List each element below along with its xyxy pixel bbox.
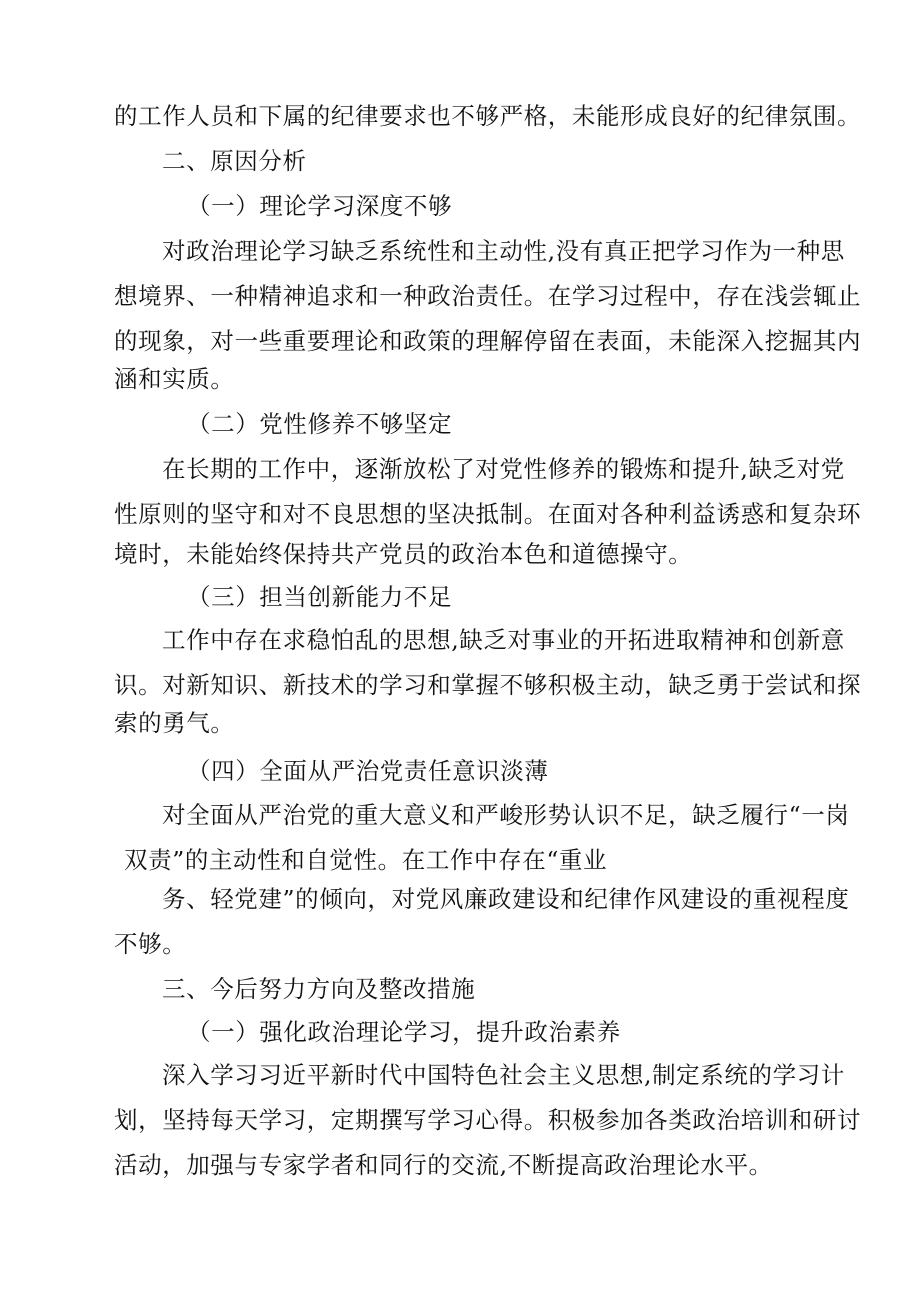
subsection-heading: （四）全面从严治党责任意识淡薄 bbox=[187, 757, 549, 785]
paragraph-line: 索的勇气。 bbox=[114, 709, 235, 737]
paragraph-line: 境时，未能始终保持共产党员的政治本色和道德操守。 bbox=[114, 540, 693, 568]
section-heading: 三、今后努力方向及整改措施 bbox=[162, 975, 476, 1003]
paragraph-line: 对政治理论学习缺乏系统性和主动性,没有真正把学习作为一种思 bbox=[162, 237, 845, 265]
paragraph-line: 想境界、一种精神追求和一种政治责任。在学习过程中，存在浅尝辄止 bbox=[114, 282, 862, 310]
paragraph-line: 对全面从严治党的重大意义和严峻形势认识不足，缺乏履行“一岗 bbox=[162, 801, 850, 829]
paragraph-line: 双责”的主动性和自觉性。在工作中存在“重业 bbox=[124, 846, 608, 874]
paragraph-line: 识。对新知识、新技术的学习和掌握不够积极主动，缺乏勇于尝试和探 bbox=[114, 671, 862, 699]
paragraph-line: 在长期的工作中，逐渐放松了对党性修养的锻炼和提升,缺乏对党 bbox=[162, 455, 845, 483]
paragraph-line: 工作中存在求稳怕乱的思想,缺乏对事业的开拓进取精神和创新意 bbox=[162, 626, 845, 654]
paragraph-line: 深入学习习近平新时代中国特色社会主义思想,制定系统的学习计 bbox=[162, 1061, 845, 1089]
subsection-heading: （一）理论学习深度不够 bbox=[187, 192, 453, 220]
paragraph-line: 不够。 bbox=[114, 930, 187, 958]
paragraph-line: 的现象，对一些重要理论和政策的理解停留在表面，未能深入挖掘其内 bbox=[114, 327, 862, 355]
paragraph-line: 划，坚持每天学习，定期撰写学习心得。积极参加各类政治培训和研讨 bbox=[114, 1106, 862, 1134]
subsection-heading: （二）党性修养不够坚定 bbox=[187, 410, 453, 438]
paragraph-line: 性原则的坚守和对不良思想的坚决抵制。在面对各种利益诱惑和复杂环 bbox=[114, 500, 862, 528]
subsection-heading: （一）强化政治理论学习，提升政治素养 bbox=[187, 1018, 621, 1046]
paragraph-line: 务、轻党建”的倾向，对党风廉政建设和纪律作风建设的重视程度 bbox=[162, 885, 850, 913]
paragraph-line: 涵和实质。 bbox=[114, 365, 235, 393]
subsection-heading: （三）担当创新能力不足 bbox=[187, 583, 453, 611]
section-heading: 二、原因分析 bbox=[162, 147, 307, 175]
paragraph-line: 的工作人员和下属的纪律要求也不够严格，未能形成良好的纪律氛围。 bbox=[114, 102, 862, 130]
paragraph-line: 活动，加强与专家学者和同行的交流,不断提高政治理论水平。 bbox=[114, 1151, 773, 1179]
